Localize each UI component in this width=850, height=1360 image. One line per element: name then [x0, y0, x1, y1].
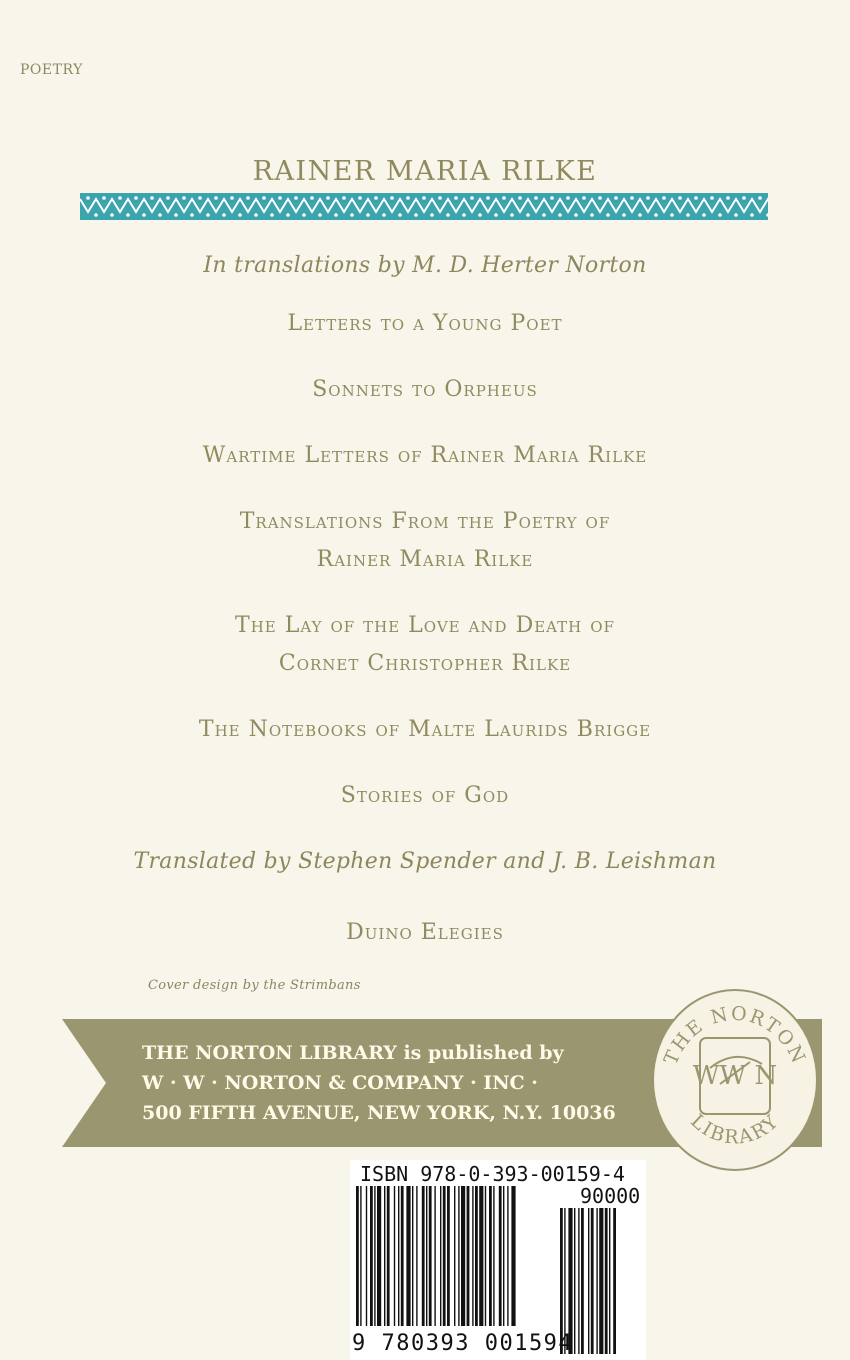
- decorative-band: [80, 193, 768, 220]
- book-title: [0, 437, 850, 475]
- book-title-line: The Lay of the Love and Death of: [235, 613, 615, 638]
- cover-credit: Cover design by the Strimbans: [148, 978, 361, 993]
- book-title-line: Letters to a Young Poet: [287, 311, 563, 336]
- ean-digits: 9 780393 001594: [352, 1331, 574, 1356]
- book-title: [0, 607, 850, 683]
- author-name: RAINER MARIA RILKE: [252, 156, 598, 187]
- seal-monogram: WW N: [692, 1061, 778, 1091]
- seal-top-text: THE NORTON: [659, 1002, 811, 1069]
- publisher-line-3: 500 FIFTH AVENUE, NEW YORK, N.Y. 10036: [142, 1102, 616, 1124]
- norton-library-seal: [650, 988, 820, 1173]
- category-label: POETRY: [20, 62, 83, 78]
- book-title-line: The Notebooks of Malte Laurids Brigge: [198, 717, 652, 742]
- book-title-line: Duino Elegies: [346, 920, 504, 945]
- book-title-line: Cornet Christopher Rilke: [278, 651, 572, 676]
- book-title-line: Rainer Maria Rilke: [316, 547, 534, 572]
- book-title: [0, 503, 850, 579]
- translator-intro-2: Translated by Stephen Spender and J. B. Leishman: [133, 849, 717, 874]
- price-code: 90000: [580, 1184, 641, 1208]
- seal-bottom-text: LIBRARY: [686, 1109, 784, 1149]
- book-title-line: Stories of God: [340, 783, 510, 808]
- book-title: [0, 711, 850, 749]
- book-title: [0, 914, 850, 952]
- book-title: [0, 305, 850, 343]
- book-title: [0, 777, 850, 815]
- book-title-line: Translations From the Poetry of: [239, 509, 611, 534]
- publisher-info: [142, 1038, 642, 1128]
- book-title-line: Sonnets to Orpheus: [312, 377, 538, 402]
- publisher-line-2: W · W · NORTON & COMPANY · INC ·: [142, 1072, 538, 1094]
- book-title-line: Wartime Letters of Rainer Maria Rilke: [202, 443, 648, 468]
- book-title: [0, 371, 850, 409]
- translator-intro: In translations by M. D. Herter Norton: [203, 253, 647, 278]
- isbn-label: ISBN 978-0-393-00159-4: [360, 1162, 625, 1186]
- publisher-line-1: THE NORTON LIBRARY is published by: [142, 1042, 564, 1064]
